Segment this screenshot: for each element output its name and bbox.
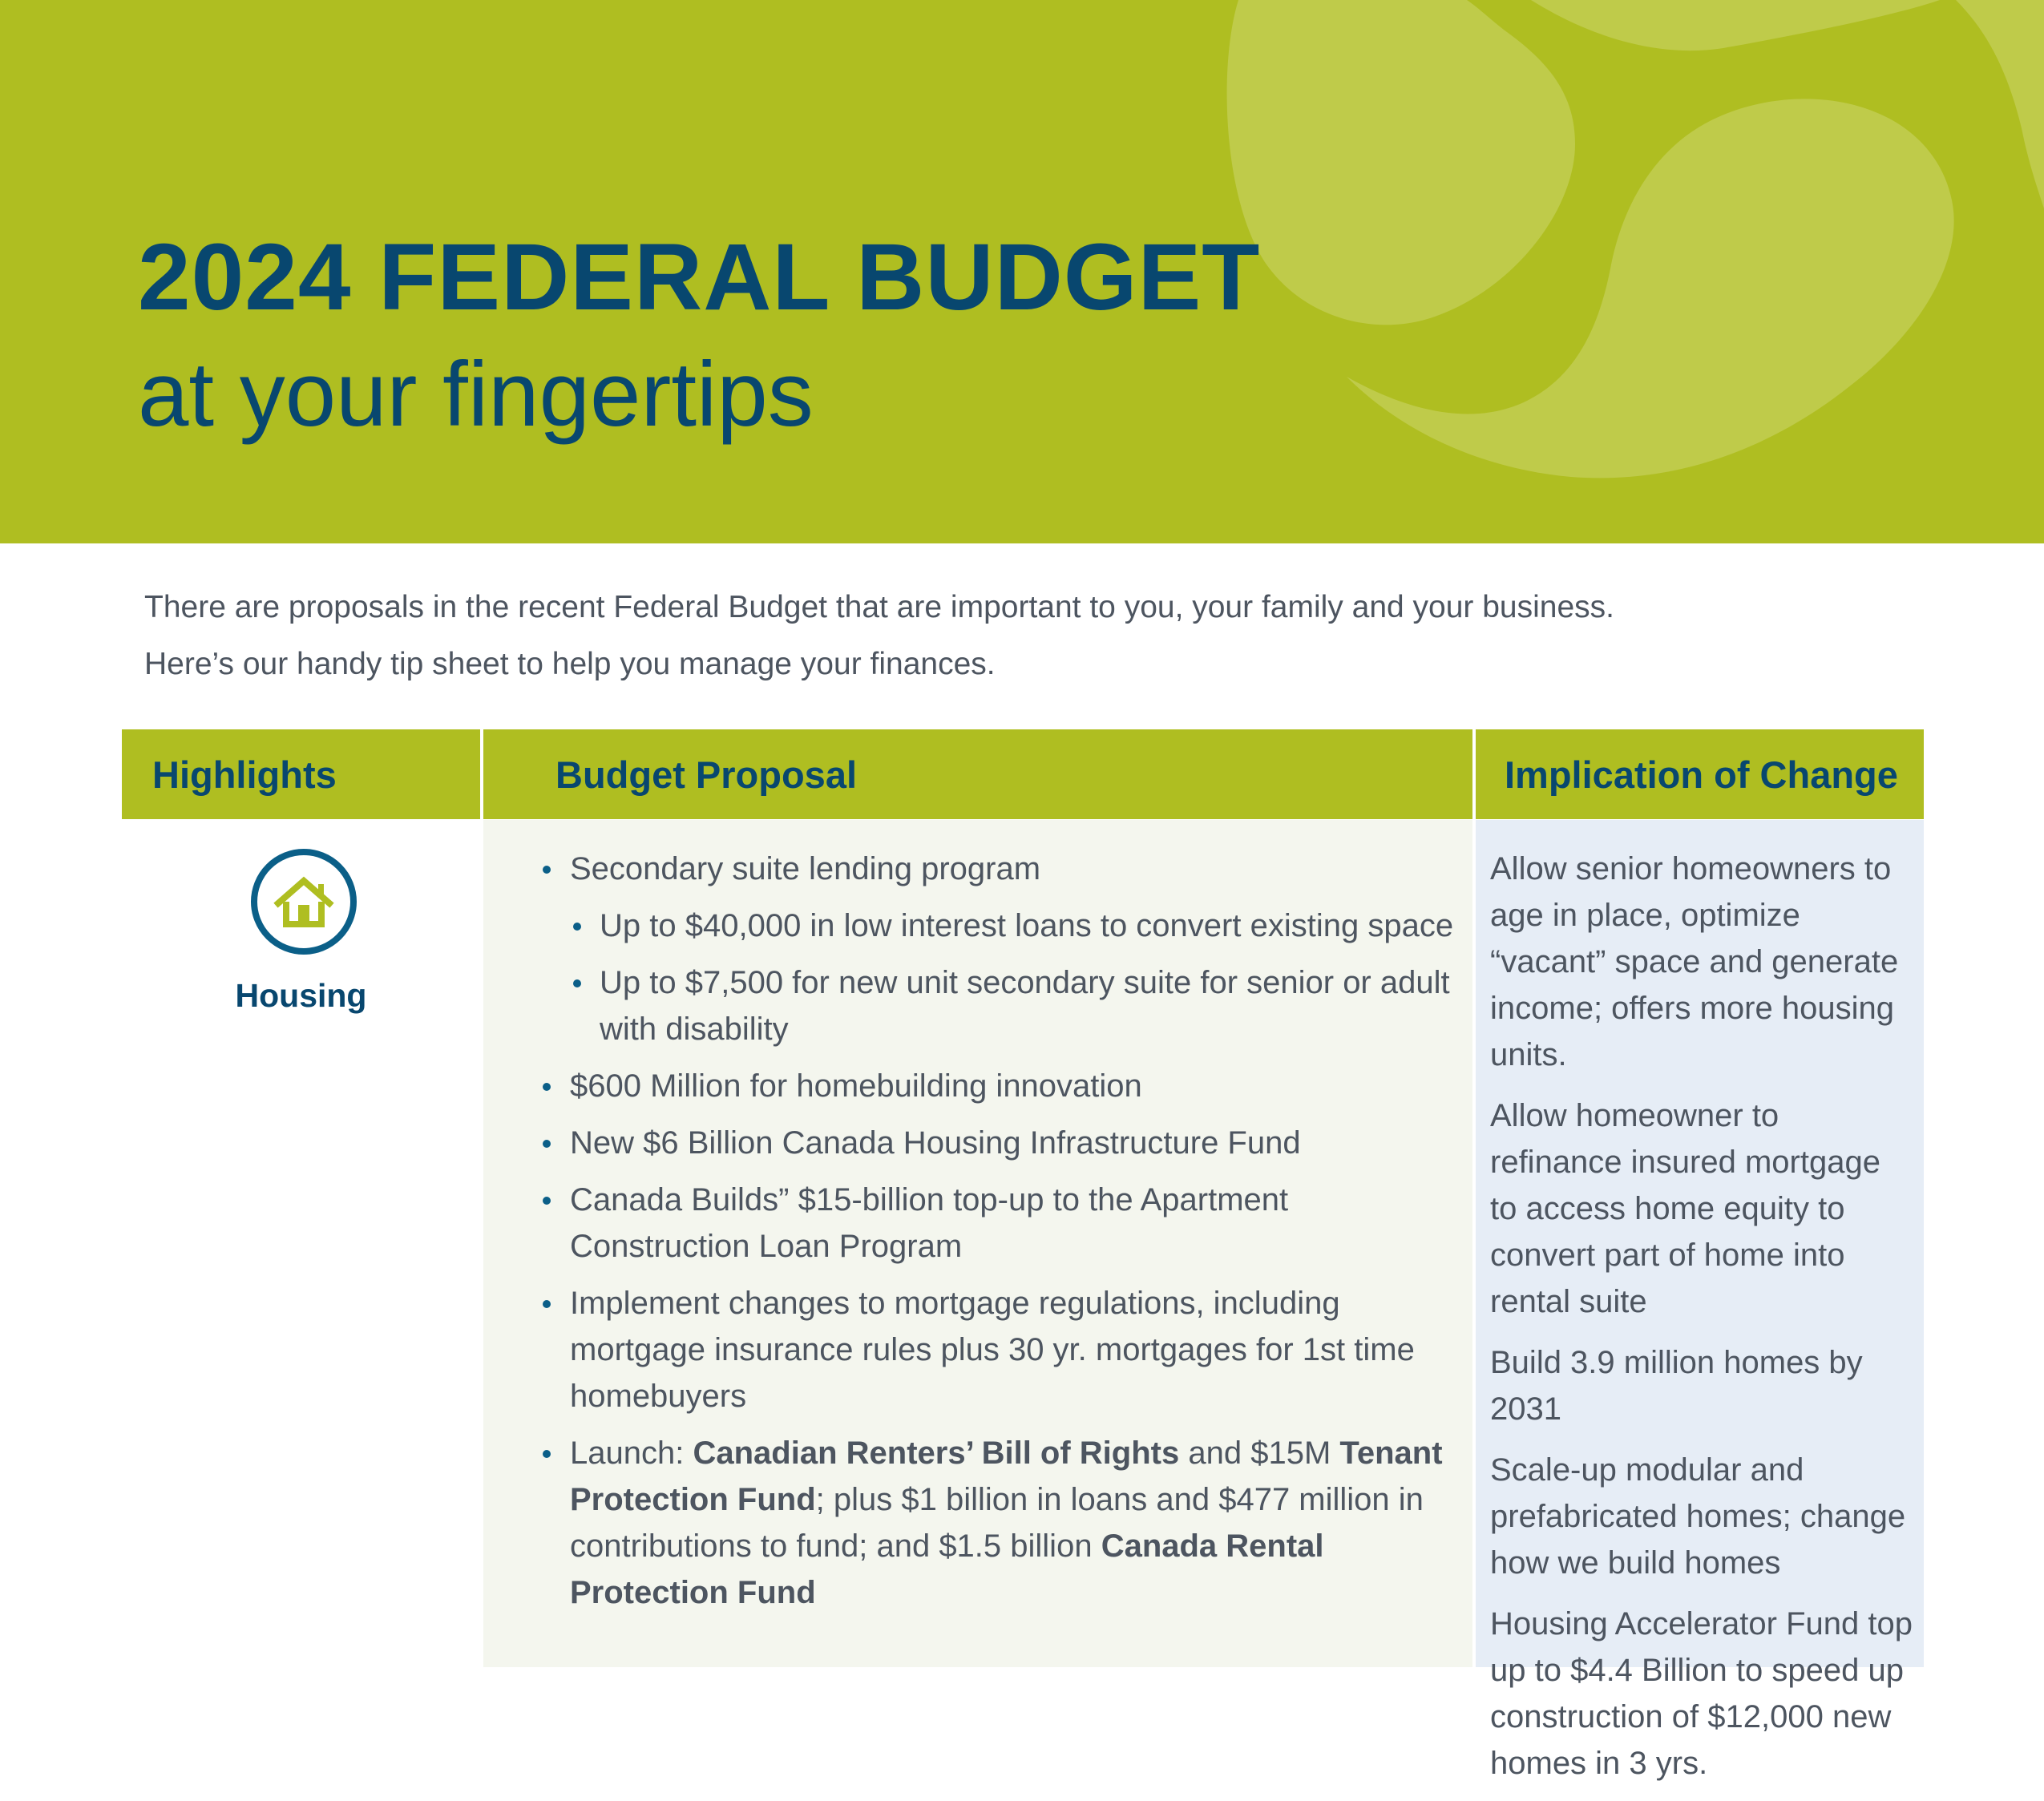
- implication-item: Scale-up modular and prefabricated homes; change how we build homes: [1490, 1452, 1906, 1581]
- list-item: Up to $40,000 in low interest loans to convert existing space: [570, 903, 1456, 949]
- proposal-list: [483, 846, 1472, 1626]
- proposal-cell: [483, 820, 1472, 1667]
- budget-table: [122, 729, 1924, 1781]
- page-subtitle: at your fingertips: [138, 344, 814, 446]
- implication-list: [1490, 846, 1913, 1801]
- house-icon: [249, 847, 358, 956]
- implication-item: Allow homeowner to refinance insured mortgage to access home equity to convert part of home into rental suite: [1490, 1098, 1880, 1319]
- text-segment: ; plus $1 billion in loans and $477 million in contributions to fund; and $1.5 billion: [570, 1482, 1424, 1564]
- implication-item: Housing Accelerator Fund top up to $4.4 Billion to speed up construction of $12,000 new homes in 3 yrs.: [1490, 1606, 1913, 1781]
- highlight-label: Housing: [235, 977, 367, 1014]
- intro-text: [144, 579, 1972, 693]
- list-item: Canada Builds” $15-billion top-up to the Apartment Construction Loan Program: [483, 1177, 1472, 1270]
- bold-term: Canada Rental Protection Fund: [570, 1528, 1324, 1610]
- text-segment: and $15M: [1179, 1436, 1340, 1471]
- highlights-header: Highlights: [122, 729, 480, 819]
- list-item: Implement changes to mortgage regulations, including mortgage insurance rules plus 30 yr. mortgages for 1st time homebuyers: [483, 1280, 1472, 1419]
- highlights-cell: [122, 820, 480, 1667]
- proposal-header: Budget Proposal: [483, 729, 1472, 819]
- list-item: [483, 846, 1472, 1052]
- proposal-column: [483, 729, 1472, 1667]
- bold-term: Tenant Protection Fund: [570, 1436, 1443, 1517]
- implication-cell: [1476, 820, 1924, 1781]
- implication-item: Build 3.9 million homes by 2031: [1490, 1345, 1863, 1427]
- highlights-column: [122, 729, 480, 1667]
- header-banner: [0, 0, 2044, 543]
- list-item: New $6 Billion Canada Housing Infrastructure Fund: [483, 1120, 1472, 1166]
- bold-term: Canadian Renters’ Bill of Rights: [693, 1436, 1180, 1471]
- list-item: Up to $7,500 for new unit secondary suite for senior or adult with disability: [570, 959, 1456, 1052]
- page-title: 2024 FEDERAL BUDGET: [138, 224, 1261, 330]
- intro-line-1: There are proposals in the recent Federal Budget that are important to you, your family and your business.: [144, 590, 1614, 624]
- list-item: $600 Million for homebuilding innovation: [483, 1063, 1472, 1109]
- implication-header: Implication of Change: [1476, 729, 1924, 819]
- proposal-sublist: [570, 903, 1456, 1052]
- implication-column: [1476, 729, 1924, 1781]
- list-item: [483, 1430, 1472, 1616]
- proposal-text: Secondary suite lending program: [570, 851, 1041, 886]
- implication-item: Allow senior homeowners to age in place, optimize “vacant” space and generate income; offers more housing units.: [1490, 851, 1899, 1072]
- intro-line-2: Here’s our handy tip sheet to help you manage your finances.: [144, 647, 996, 681]
- text-segment: Launch:: [570, 1436, 693, 1471]
